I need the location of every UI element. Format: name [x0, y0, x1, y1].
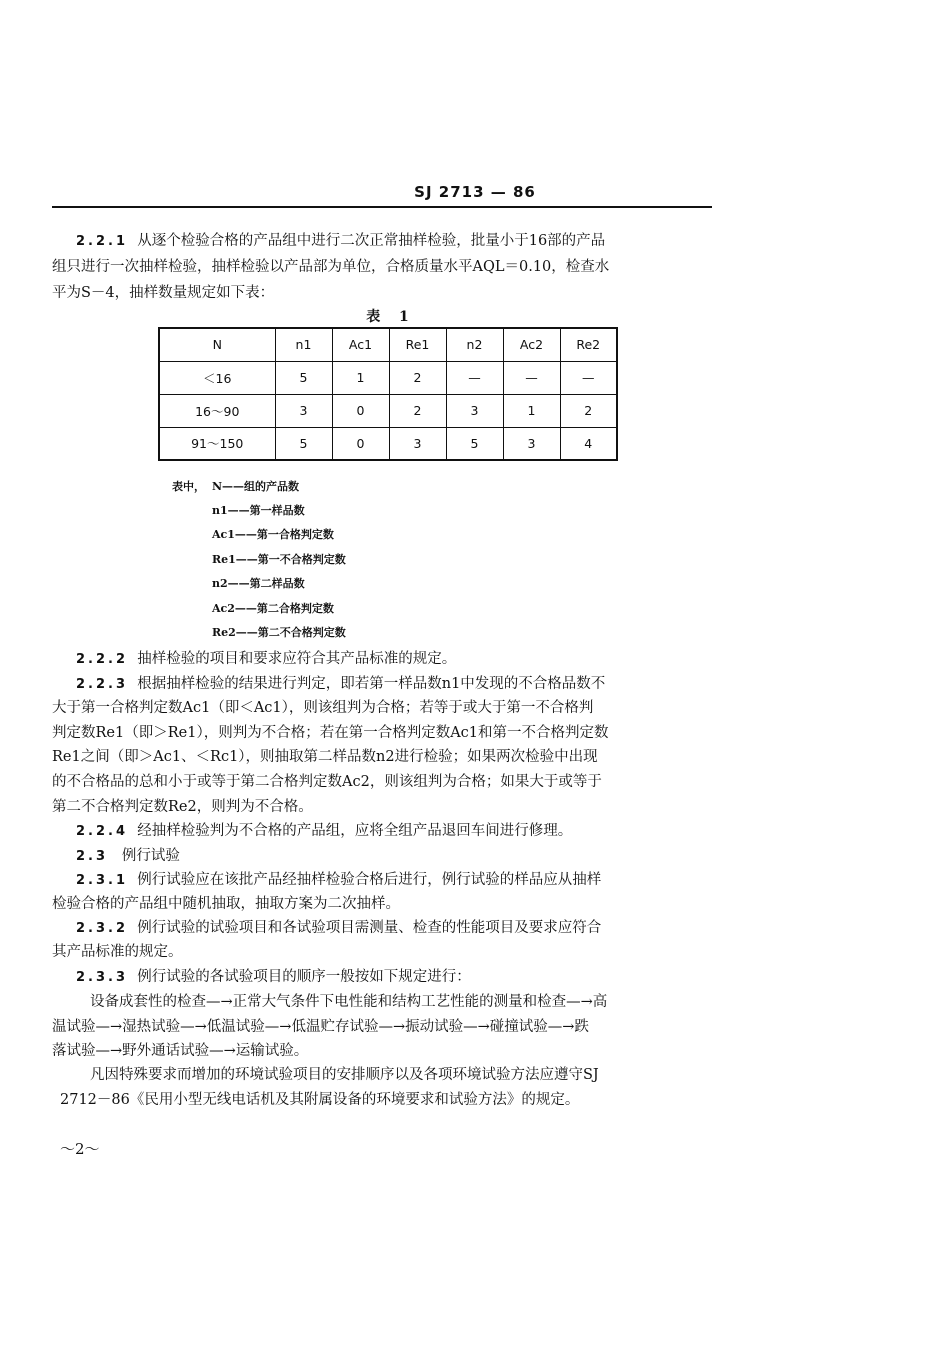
legend-item: Ac2——第二合格判定数: [212, 602, 334, 615]
clause-2-2-1-line-3: 平为S－4，抽样数量规定如下表：: [52, 285, 275, 301]
clause-text: 例行试验的试验项目和各试验项目需测量、检查的性能项目及要求应符合: [137, 920, 602, 936]
sampling-table: [158, 327, 618, 461]
table-cell: —: [503, 361, 560, 394]
header-cell: Re2: [560, 328, 617, 361]
table-cell: 2: [389, 361, 446, 394]
table-cell: 91～150: [159, 427, 275, 460]
header-cell: n1: [275, 328, 332, 361]
clause-number: 2.2.4: [76, 824, 129, 839]
header-cell: Re1: [389, 328, 446, 361]
table-cell: 16～90: [159, 394, 275, 427]
legend-item: N——组的产品数: [212, 480, 300, 493]
clause-2-3-1-line-2: 检验合格的产品组中随机抽取，抽取方案为二次抽样。: [52, 896, 400, 912]
table-cell: 2: [389, 394, 446, 427]
clause-2-3-2-line-2: 其产品标准的规定。: [52, 944, 183, 960]
clause-number: 2.2.2: [76, 652, 129, 667]
clause-text: 例行试验的各试验项目的顺序一般按如下规定进行：: [137, 969, 471, 985]
section-title: 例行试验: [121, 848, 180, 864]
table-cell: 5: [275, 361, 332, 394]
legend-item: Ac1——第一合格判定数: [212, 528, 334, 541]
header-cell: N: [159, 328, 275, 361]
clause-2-3-3-line-4: 落试验—→野外通话试验—→运输试验。: [52, 1043, 309, 1059]
clause-2-3-3-line-3: 温试验—→湿热试验—→低温试验—→低温贮存试验—→振动试验—→碰撞试验—→跌: [52, 1019, 589, 1035]
table-cell: 0: [332, 394, 389, 427]
page-number: ～2～: [60, 1140, 100, 1158]
clause-2-2-3-line-5: 的不合格品的总和小于或等于第二合格判定数Ac2，则该组判为合格；如果大于或等于: [52, 774, 602, 790]
table-cell: 1: [503, 394, 560, 427]
clause-text: 抽样检验的项目和要求应符合其产品标准的规定。: [137, 651, 457, 667]
clause-2-2-3-line-1: [76, 674, 605, 695]
clause-2-2-3-line-4: Re1之间（即＞Ac1、＜Rc1），则抽取第二样品数n2进行检验；如果两次检验中出现: [52, 749, 598, 765]
clause-2-3-3-line-2: 设备成套性的检查—→正常大气条件下电性能和结构工艺性能的测量和检查—→高: [90, 994, 608, 1010]
table-header-row: [159, 328, 617, 361]
clause-2-2-3-line-6: 第二不合格判定数Re2，则判为不合格。: [52, 799, 313, 815]
document-header: SJ 2713 — 86: [414, 183, 536, 201]
table-row: [159, 361, 617, 394]
table-cell: 0: [332, 427, 389, 460]
table-cell: —: [560, 361, 617, 394]
clause-number: 2.3.3: [76, 970, 129, 985]
legend-item: Re2——第二不合格判定数: [212, 626, 346, 639]
table-cell: 3: [503, 427, 560, 460]
table-row: [159, 394, 617, 427]
header-cell: Ac2: [503, 328, 560, 361]
clause-2-3-3-line-1: [76, 967, 471, 988]
clause-2-3-1-line-1: [76, 870, 601, 891]
clause-text: 根据抽样检验的结果进行判定，即若第一样品数n1中发现的不合格品数不: [137, 676, 606, 692]
clause-2-3-3-line-5: 凡因特殊要求而增加的环境试验项目的安排顺序以及各项环境试验方法应遵守SJ: [90, 1067, 599, 1083]
clause-2-2-1-line-2: 组只进行一次抽样检验，抽样检验以产品部为单位，合格质量水平AQL＝0.10，检查水: [52, 259, 610, 275]
clause-text: 从逐个检验合格的产品组中进行二次正常抽样检验，批量小于16部的产品: [137, 233, 606, 249]
table-cell: 3: [446, 394, 503, 427]
table-cell: 2: [560, 394, 617, 427]
header-rule: [52, 206, 712, 208]
table-cell: ＜16: [159, 361, 275, 394]
clause-number: 2.2.3: [76, 677, 129, 692]
legend-item: n1——第一样品数: [212, 504, 305, 517]
clause-text: 经抽样检验判为不合格的产品组，应将全组产品退回车间进行修理。: [137, 823, 573, 839]
table-row: [159, 427, 617, 460]
clause-number: 2.2.1: [76, 234, 129, 249]
table-caption: 表 1: [366, 309, 409, 325]
clause-number: 2.3.2: [76, 921, 129, 936]
table-cell: 3: [389, 427, 446, 460]
section-number: 2.3: [76, 849, 109, 864]
clause-2-3-3-line-6: 2712－86《民用小型无线电话机及其附属设备的环境要求和试验方法》的规定。: [60, 1092, 580, 1108]
legend-item: Re1——第一不合格判定数: [212, 553, 346, 566]
table-cell: 1: [332, 361, 389, 394]
clause-2-2-1-line-1: [76, 231, 605, 252]
clause-text: 例行试验应在该批产品经抽样检验合格后进行，例行试验的样品应从抽样: [137, 872, 602, 888]
legend-item: n2——第二样品数: [212, 577, 305, 590]
table-cell: 4: [560, 427, 617, 460]
table-cell: —: [446, 361, 503, 394]
clause-2-2-4-line-1: [76, 821, 572, 842]
table-cell: 5: [275, 427, 332, 460]
clause-2-2-3-line-2: 大于第一合格判定数Ac1（即＜Ac1），则该组判为合格；若等于或大于第一不合格判: [52, 700, 594, 716]
table-cell: 5: [446, 427, 503, 460]
clause-number: 2.3.1: [76, 873, 129, 888]
clause-2-2-3-line-3: 判定数Re1（即＞Re1），则判为不合格；若在第一合格判定数Ac1和第一不合格判定数: [52, 725, 609, 741]
clause-2-2-2-line-1: [76, 649, 456, 670]
table-cell: 3: [275, 394, 332, 427]
header-cell: Ac1: [332, 328, 389, 361]
legend-prefix: 表中，: [172, 480, 205, 493]
clause-2-3-2-line-1: [76, 918, 601, 939]
section-2-3-heading: [76, 846, 180, 867]
header-cell: n2: [446, 328, 503, 361]
